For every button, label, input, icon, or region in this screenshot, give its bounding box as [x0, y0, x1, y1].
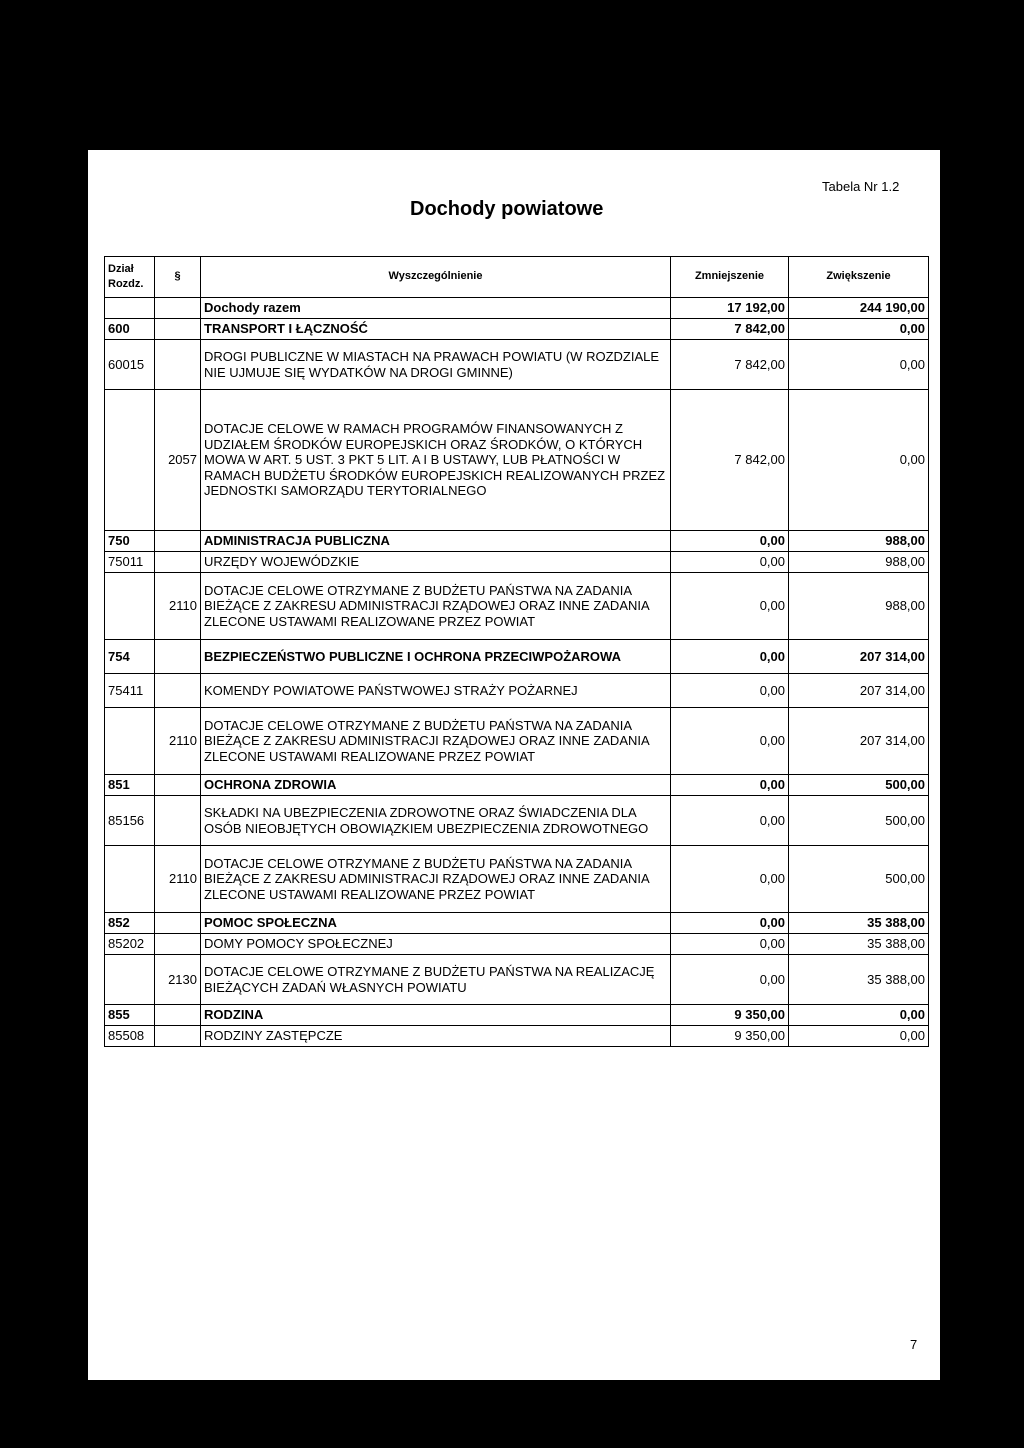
- zwiekszenie-cell: 207 314,00: [789, 640, 929, 674]
- name-cell: POMOC SPOŁECZNA: [201, 913, 671, 934]
- zmniejszenie-cell: 0,00: [671, 955, 789, 1005]
- table-row: [105, 640, 929, 674]
- paragraf-cell: [155, 319, 201, 340]
- zmniejszenie-cell: 0,00: [671, 775, 789, 796]
- zwiekszenie-cell: 207 314,00: [789, 708, 929, 775]
- zwiekszenie-cell: 0,00: [789, 319, 929, 340]
- table-row: [105, 298, 929, 319]
- table-number: Tabela Nr 1.2: [822, 179, 900, 194]
- dzial-cell: [105, 390, 155, 531]
- table-row: [105, 1026, 929, 1047]
- zwiekszenie-cell: 988,00: [789, 531, 929, 552]
- table-row: [105, 390, 929, 531]
- zmniejszenie-cell: 0,00: [671, 913, 789, 934]
- paragraf-cell: [155, 674, 201, 708]
- paragraf-cell: [155, 775, 201, 796]
- paragraf-cell: [155, 298, 201, 319]
- zwiekszenie-cell: 988,00: [789, 573, 929, 640]
- zmniejszenie-cell: 0,00: [671, 531, 789, 552]
- name-cell: RODZINY ZASTĘPCZE: [201, 1026, 671, 1047]
- dzial-cell: [105, 298, 155, 319]
- paragraf-cell: [155, 1026, 201, 1047]
- zwiekszenie-cell: 35 388,00: [789, 913, 929, 934]
- paragraf-cell: [155, 640, 201, 674]
- zmniejszenie-cell: 0,00: [671, 796, 789, 846]
- column-header-paragraf: §: [155, 257, 201, 298]
- table-row: [105, 674, 929, 708]
- name-cell: DOMY POMOCY SPOŁECZNEJ: [201, 934, 671, 955]
- name-cell: DOTACJE CELOWE W RAMACH PROGRAMÓW FINANSOWANYCH Z UDZIAŁEM ŚRODKÓW EUROPEJSKICH ORAZ ŚRODKÓW, O KTÓRYCH MOWA W ART. 5 UST. 3 PKT 5 LIT. A I B USTAWY, LUB PŁATNOŚCI W RAMACH BUDŻETU ŚRODKÓW EUROPEJSKICH REALIZOWANYCH PRZEZ JEDNOSTKI SAMORZĄDU TERYTORIALNEGO: [201, 390, 671, 531]
- dzial-cell: 85508: [105, 1026, 155, 1047]
- zwiekszenie-cell: 0,00: [789, 1026, 929, 1047]
- name-cell: URZĘDY WOJEWÓDZKIE: [201, 552, 671, 573]
- zwiekszenie-cell: 500,00: [789, 796, 929, 846]
- zwiekszenie-cell: 244 190,00: [789, 298, 929, 319]
- table-row: [105, 531, 929, 552]
- table-row: [105, 796, 929, 846]
- dzial-cell: 750: [105, 531, 155, 552]
- dzial-cell: [105, 955, 155, 1005]
- paragraf-cell: [155, 796, 201, 846]
- paragraf-cell: 2130: [155, 955, 201, 1005]
- zwiekszenie-cell: 207 314,00: [789, 674, 929, 708]
- zwiekszenie-cell: 35 388,00: [789, 934, 929, 955]
- column-header-wyszczegolnienie: Wyszczególnienie: [201, 257, 671, 298]
- paragraf-cell: [155, 1005, 201, 1026]
- table-row: [105, 708, 929, 775]
- paragraf-cell: [155, 531, 201, 552]
- paragraf-cell: 2110: [155, 573, 201, 640]
- dzial-cell: 75011: [105, 552, 155, 573]
- zmniejszenie-cell: 7 842,00: [671, 319, 789, 340]
- table-row: [105, 340, 929, 390]
- zmniejszenie-cell: 7 842,00: [671, 390, 789, 531]
- zmniejszenie-cell: 0,00: [671, 674, 789, 708]
- dzial-cell: 85202: [105, 934, 155, 955]
- dzial-cell: 600: [105, 319, 155, 340]
- dzial-cell: 75411: [105, 674, 155, 708]
- dzial-cell: 754: [105, 640, 155, 674]
- dzial-cell: 60015: [105, 340, 155, 390]
- paragraf-cell: [155, 552, 201, 573]
- page-number: 7: [910, 1337, 918, 1352]
- zmniejszenie-cell: 9 350,00: [671, 1005, 789, 1026]
- zmniejszenie-cell: 0,00: [671, 640, 789, 674]
- zmniejszenie-cell: 0,00: [671, 708, 789, 775]
- table-row: [105, 913, 929, 934]
- dzial-cell: [105, 573, 155, 640]
- table-row: [105, 846, 929, 913]
- paragraf-cell: 2110: [155, 708, 201, 775]
- zwiekszenie-cell: 988,00: [789, 552, 929, 573]
- column-header-zwiekszenie: Zwiększenie: [789, 257, 929, 298]
- name-cell: TRANSPORT I ŁĄCZNOŚĆ: [201, 319, 671, 340]
- name-cell: KOMENDY POWIATOWE PAŃSTWOWEJ STRAŻY POŻARNEJ: [201, 674, 671, 708]
- paragraf-cell: [155, 340, 201, 390]
- table-row: [105, 1005, 929, 1026]
- paragraf-cell: 2110: [155, 846, 201, 913]
- zwiekszenie-cell: 500,00: [789, 846, 929, 913]
- zwiekszenie-cell: 500,00: [789, 775, 929, 796]
- name-cell: OCHRONA ZDROWIA: [201, 775, 671, 796]
- zmniejszenie-cell: 0,00: [671, 934, 789, 955]
- paragraf-cell: [155, 913, 201, 934]
- table-header-row: [105, 257, 929, 298]
- table-row: [105, 934, 929, 955]
- zwiekszenie-cell: 35 388,00: [789, 955, 929, 1005]
- name-cell: DOTACJE CELOWE OTRZYMANE Z BUDŻETU PAŃSTWA NA ZADANIA BIEŻĄCE Z ZAKRESU ADMINISTRACJI RZĄDOWEJ ORAZ INNE ZADANIA ZLECONE USTAWAMI REALIZOWANE PRZEZ POWIAT: [201, 573, 671, 640]
- dzial-cell: [105, 708, 155, 775]
- dzial-cell: 851: [105, 775, 155, 796]
- name-cell: ADMINISTRACJA PUBLICZNA: [201, 531, 671, 552]
- zwiekszenie-cell: 0,00: [789, 1005, 929, 1026]
- table-row: [105, 319, 929, 340]
- zmniejszenie-cell: 0,00: [671, 846, 789, 913]
- name-cell: DROGI PUBLICZNE W MIASTACH NA PRAWACH POWIATU (W ROZDZIALE NIE UJMUJE SIĘ WYDATKÓW NA DROGI GMINNE): [201, 340, 671, 390]
- dzial-cell: [105, 846, 155, 913]
- table-row: [105, 552, 929, 573]
- name-cell: RODZINA: [201, 1005, 671, 1026]
- name-cell: Dochody razem: [201, 298, 671, 319]
- name-cell: SKŁADKI NA UBEZPIECZENIA ZDROWOTNE ORAZ ŚWIADCZENIA DLA OSÓB NIEOBJĘTYCH OBOWIĄZKIEM UBEZPIECZENIA ZDROWOTNEGO: [201, 796, 671, 846]
- dzial-cell: 85156: [105, 796, 155, 846]
- paragraf-cell: [155, 934, 201, 955]
- name-cell: DOTACJE CELOWE OTRZYMANE Z BUDŻETU PAŃSTWA NA ZADANIA BIEŻĄCE Z ZAKRESU ADMINISTRACJI RZĄDOWEJ ORAZ INNE ZADANIA ZLECONE USTAWAMI REALIZOWANE PRZEZ POWIAT: [201, 708, 671, 775]
- table-row: [105, 573, 929, 640]
- zmniejszenie-cell: 17 192,00: [671, 298, 789, 319]
- dzial-cell: 855: [105, 1005, 155, 1026]
- dzial-cell: 852: [105, 913, 155, 934]
- name-cell: DOTACJE CELOWE OTRZYMANE Z BUDŻETU PAŃSTWA NA ZADANIA BIEŻĄCE Z ZAKRESU ADMINISTRACJI RZĄDOWEJ ORAZ INNE ZADANIA ZLECONE USTAWAMI REALIZOWANE PRZEZ POWIAT: [201, 846, 671, 913]
- zmniejszenie-cell: 0,00: [671, 552, 789, 573]
- zwiekszenie-cell: 0,00: [789, 390, 929, 531]
- column-header-dzial: Dział Rozdz.: [105, 257, 155, 298]
- budget-table: [104, 256, 929, 1047]
- table-row: [105, 775, 929, 796]
- zmniejszenie-cell: 9 350,00: [671, 1026, 789, 1047]
- zwiekszenie-cell: 0,00: [789, 340, 929, 390]
- paragraf-cell: 2057: [155, 390, 201, 531]
- zmniejszenie-cell: 7 842,00: [671, 340, 789, 390]
- name-cell: BEZPIECZEŃSTWO PUBLICZNE I OCHRONA PRZECIWPOŻAROWA: [201, 640, 671, 674]
- column-header-zmniejszenie: Zmniejszenie: [671, 257, 789, 298]
- page-title: Dochody powiatowe: [410, 198, 604, 220]
- name-cell: DOTACJE CELOWE OTRZYMANE Z BUDŻETU PAŃSTWA NA REALIZACJĘ BIEŻĄCYCH ZADAŃ WŁASNYCH POWIATU: [201, 955, 671, 1005]
- zmniejszenie-cell: 0,00: [671, 573, 789, 640]
- table-row: [105, 955, 929, 1005]
